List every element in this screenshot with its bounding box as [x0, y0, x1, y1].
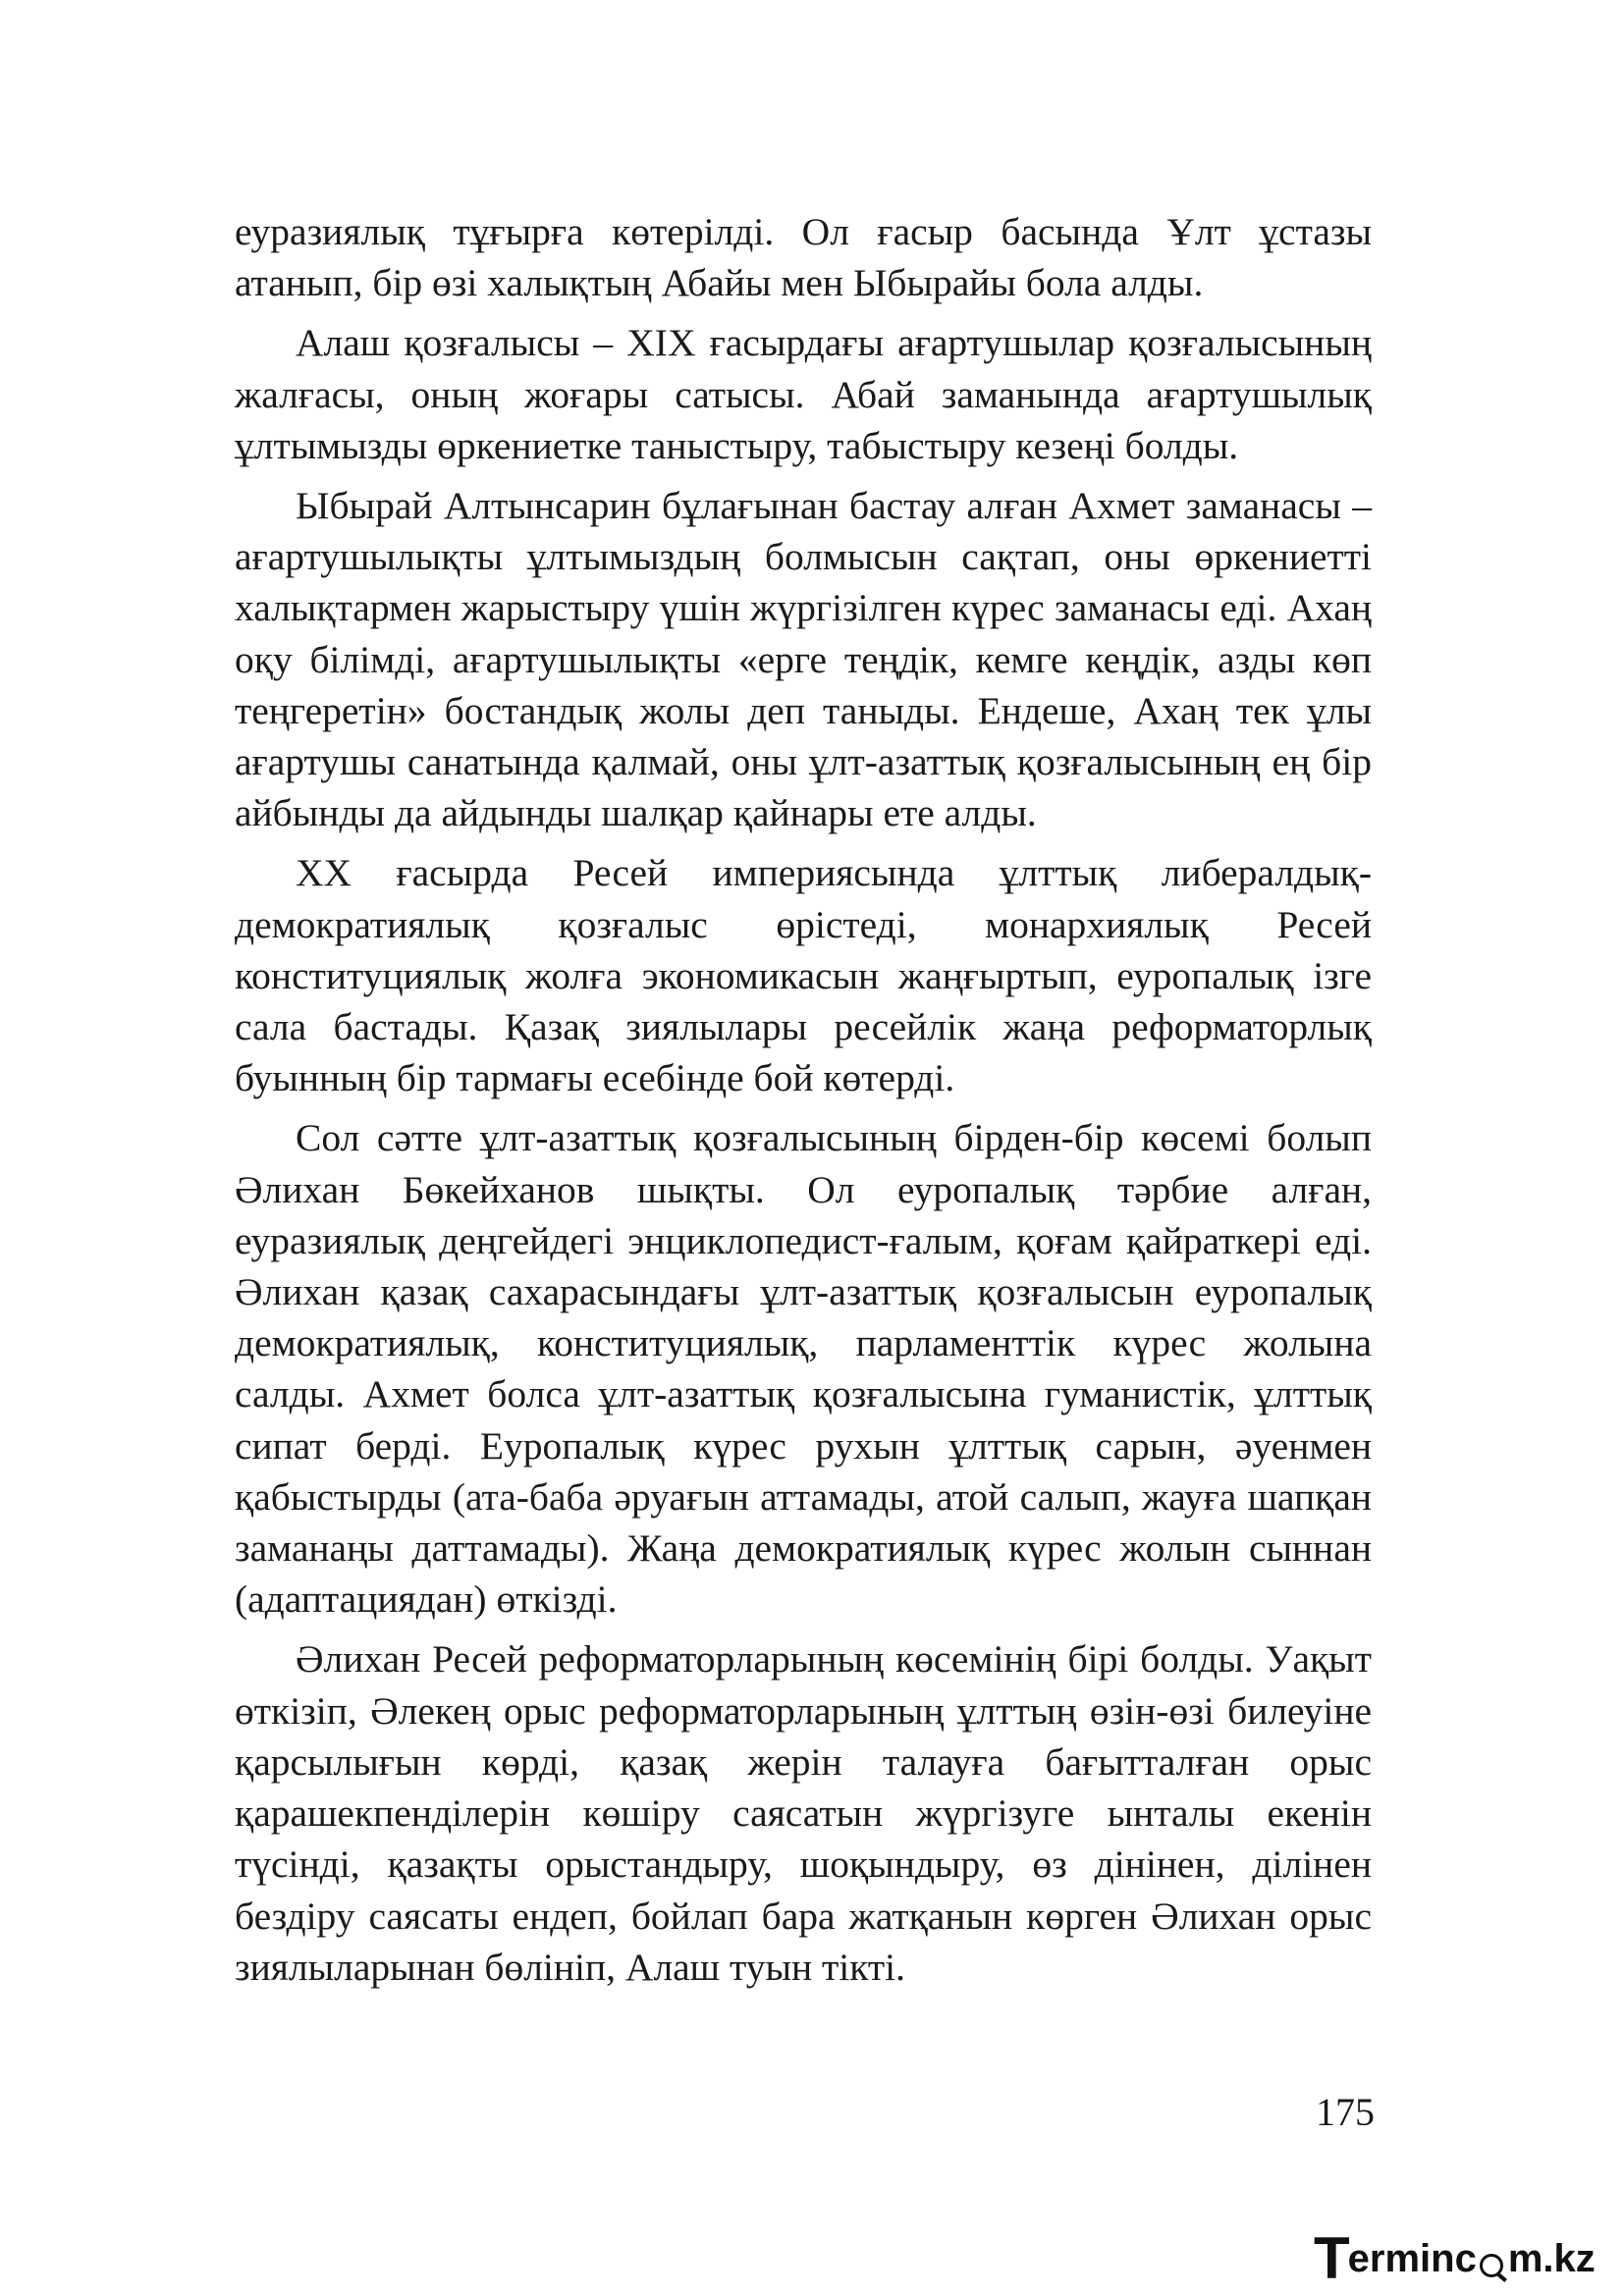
paragraph-6: Әлихан Ресей реформаторларының көсемінің бірі болды. Уақыт өткізіп, Әлекең орыс реформаторларының ұлттың өзін-өзі билеуіне қарсылығын көрді, қазақ жерін талауға бағытталған орыс қарашекпенділерін көшіру саясатын жүргізуге ынталы екенін түсінді, қазақты орыстандыру, шоқындыру, өз дінінен, ділінен бездіру саясаты ендеп, бойлап бара жатқанын көрген Әлихан орыс зиялыларынан бөлініп, Алаш туын тікті.: [235, 1637, 1372, 1989]
magnifier-icon: [1478, 2242, 1507, 2275]
page-number: 175: [1316, 2090, 1375, 2134]
watermark-text-start: erminc: [1347, 2237, 1477, 2280]
watermark-first-letter: T: [1314, 2225, 1348, 2291]
body-text: [235, 206, 1372, 2002]
paragraph-5: Сол сәтте ұлт-азаттық қозғалысының бірден-бір көсемі болып Әлихан Бөкейханов шықты. Ол еуропалық тәрбие алған, еуразиялық деңгейдегі энциклопедист-ғалым, қоғам қайраткері еді. Әлихан қазақ сахарасындағы ұлт-азаттық қозғалысын еуропалық демократиялық, конституциялық, парламенттік күрес жолына салды. Ахмет болса ұлт-азаттық қозғалысына гуманистік, ұлттық сипат берді. Еуропалық күрес рухын ұлттық сарын, әуенмен қабыстырды (ата-баба әруағын аттамады, атой салып, жауға шапқан заманаңы даттамады). Жаңа демократиялық күрес жолын сыннан (адаптациядан) өткізді.: [235, 1116, 1372, 1622]
paragraph-2: Алаш қозғалысы – XIX ғасырдағы ағартушылар қозғалысының жалғасы, оның жоғары сатысы. Абай заманында ағартушылық ұлтымызды өркениетке таныстыру, табыстыру кезеңі болды.: [235, 321, 1372, 467]
watermark-text-end: m.kz: [1507, 2237, 1596, 2280]
paragraph-4: XX ғасырда Ресей империясында ұлттық либералдық-демократиялық қозғалыс өрістеді, монархиялық Ресей конституциялық жолға экономикасын жаңғыртып, еуропалық ізге сала бастады. Қазақ зиялылары ресейлік жаңа реформаторлық буынның бір тармағы есебінде бой көтерді.: [235, 851, 1372, 1100]
paragraph-1: еуразиялық тұғырға көтерілді. Ол ғасыр басында Ұлт ұстазы атанып, бір өзі халықтың Абайы мен Ыбырайы бола алды.: [235, 210, 1372, 305]
paragraph-3: Ыбырай Алтынсарин бұлағынан бастау алған Ахмет заманасы – ағартушылықты ұлтымыздың болмысын сақтап, оны өркениетті халықтармен жарыстыру үшін жүргізілген күрес заманасы еді. Ахаң оқу білімді, ағартушылықты «ерге теңдік, кемге кеңдік, азды көп теңгеретін» бостандық жолы деп таныды. Ендеше, Ахаң тек ұлы ағартушы санатында қалмай, оны ұлт-азаттық қозғалысының ең бір айбынды да айдынды шалқар қайнары ете алды.: [235, 484, 1372, 835]
watermark-logo: [1314, 2225, 1596, 2291]
